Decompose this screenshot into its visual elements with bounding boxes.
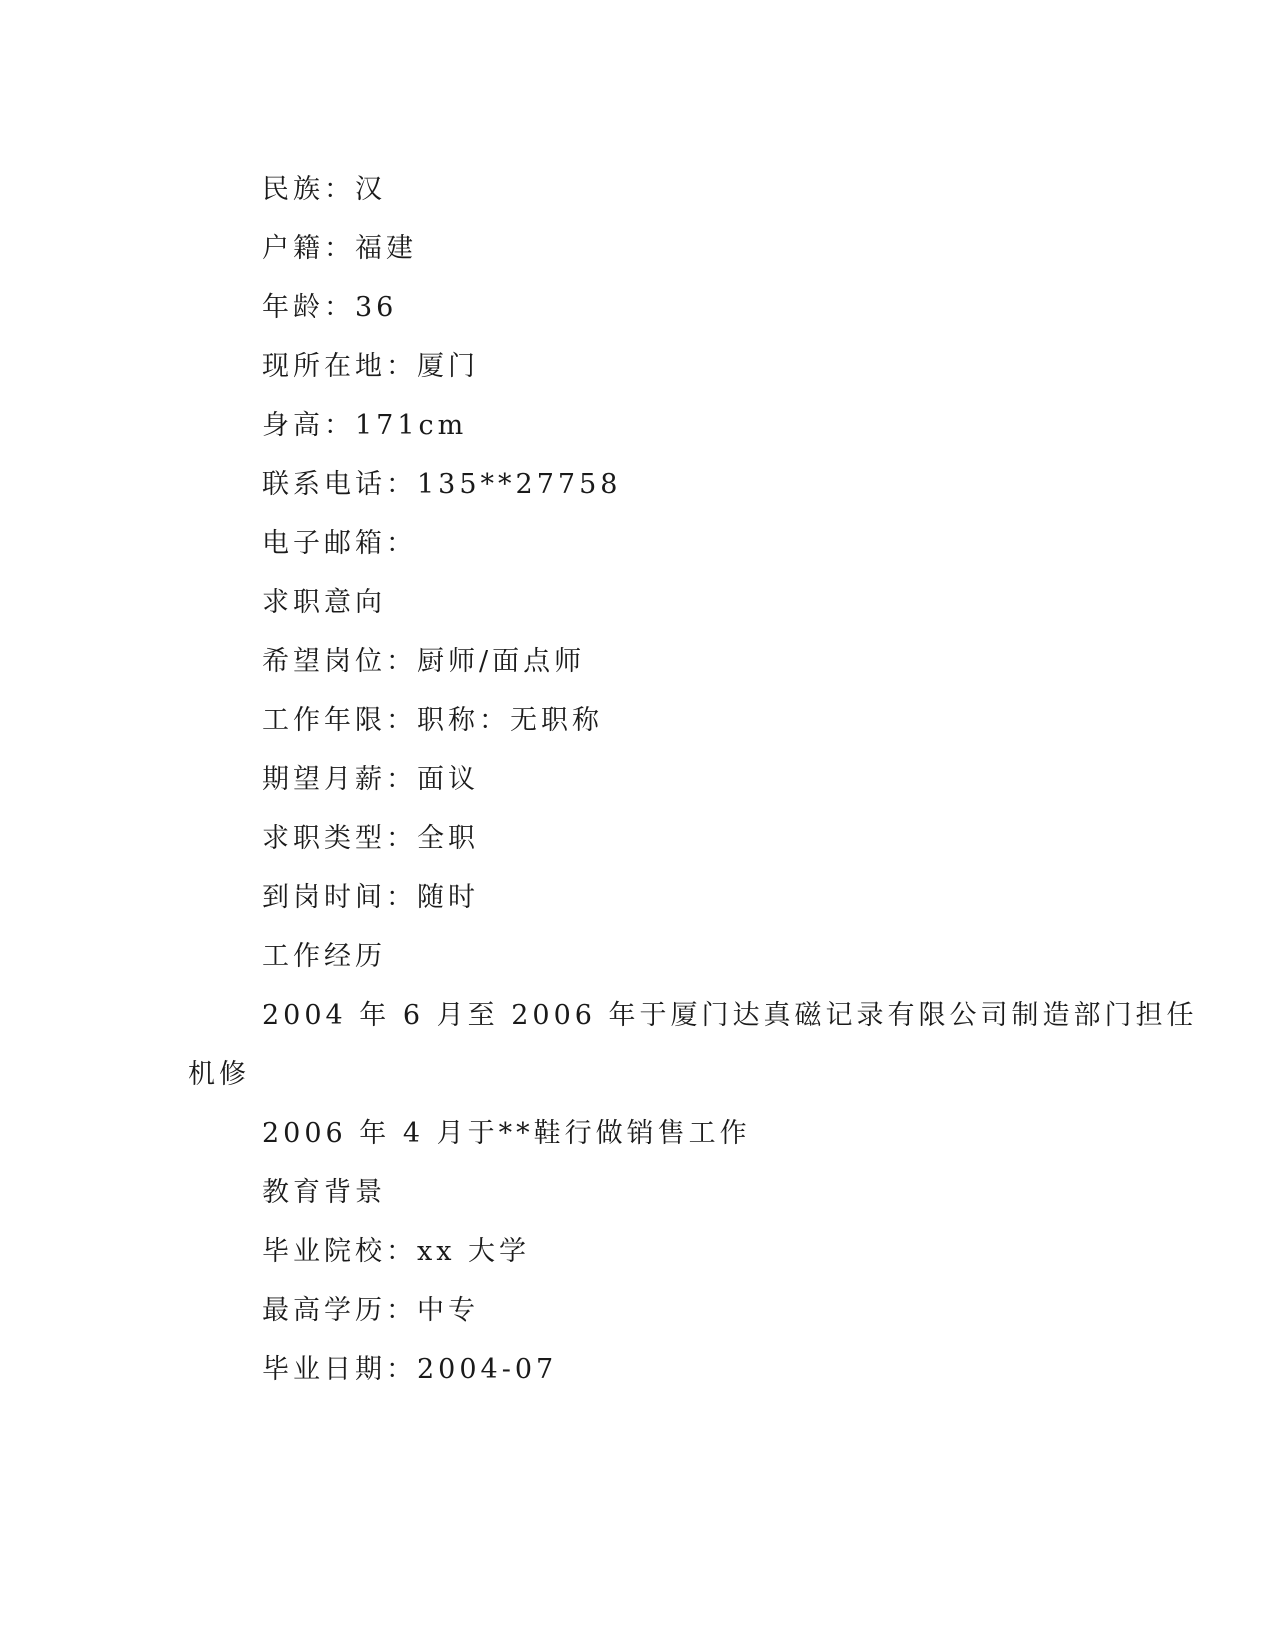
experience-1-line-1: 2004 年 6 月至 2006 年于厦门达真磁记录有限公司制造部门担任 — [262, 1000, 1198, 1031]
expected-salary-line: 期望月薪：面议 — [262, 764, 479, 795]
height-line: 身高：171cm — [262, 410, 468, 441]
ethnicity-line: 民族：汉 — [262, 174, 386, 205]
desired-position-line: 希望岗位：厨师/面点师 — [262, 646, 586, 677]
graduation-date-line: 毕业日期：2004-07 — [262, 1354, 558, 1385]
location-line: 现所在地：厦门 — [262, 351, 479, 382]
age-line: 年龄：36 — [262, 292, 398, 323]
experience-1-line-2: 机修 — [188, 1059, 250, 1090]
email-line: 电子邮箱： — [262, 528, 417, 559]
phone-line: 联系电话：135**27758 — [262, 469, 622, 500]
hukou-line: 户籍：福建 — [262, 233, 417, 264]
work-experience-heading: 工作经历 — [262, 941, 386, 972]
school-line: 毕业院校：xx 大学 — [262, 1236, 531, 1267]
work-years-line: 工作年限：职称：无职称 — [262, 705, 603, 736]
education-heading: 教育背景 — [262, 1177, 386, 1208]
availability-line: 到岗时间：随时 — [262, 882, 479, 913]
job-intention-heading: 求职意向 — [262, 587, 386, 618]
experience-2-line: 2006 年 4 月于**鞋行做销售工作 — [262, 1118, 751, 1149]
degree-line: 最高学历：中专 — [262, 1295, 479, 1326]
job-type-line: 求职类型：全职 — [262, 823, 479, 854]
